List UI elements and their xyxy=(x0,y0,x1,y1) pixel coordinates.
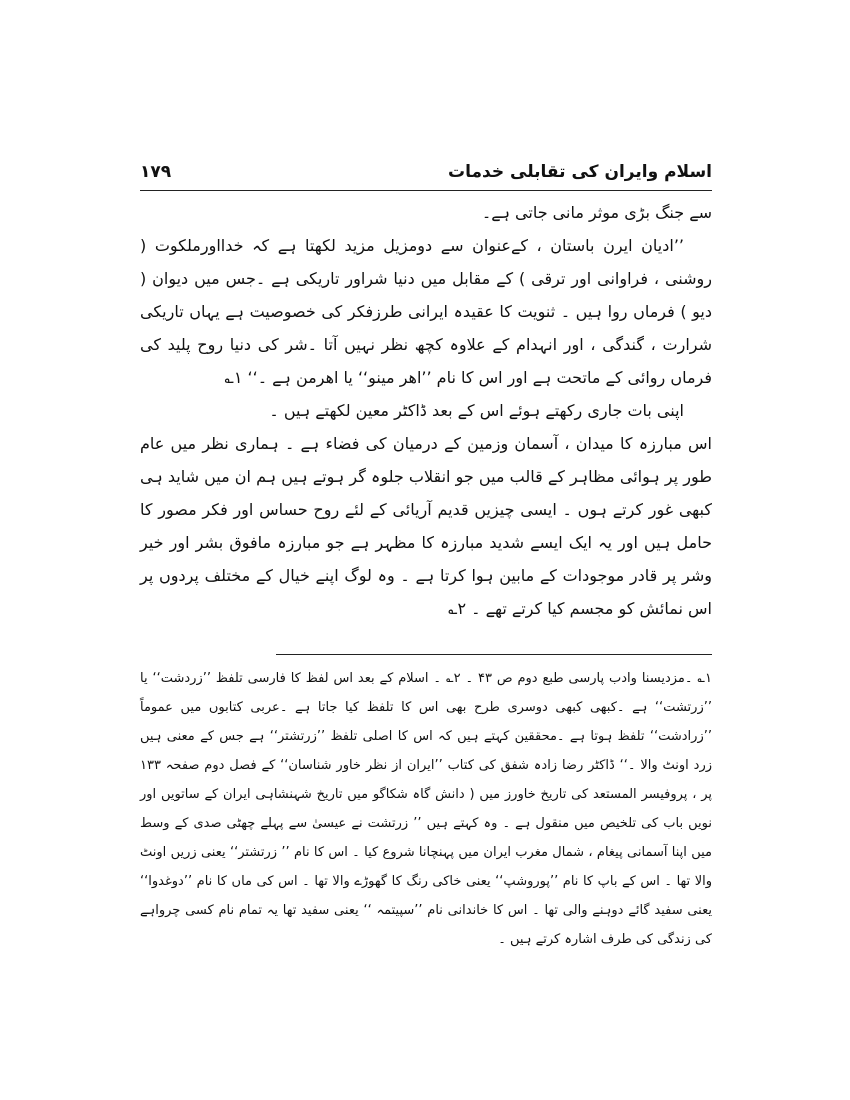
page-number: ۱۷۹ xyxy=(140,162,172,182)
paragraph: ’’ادیان ایرن باستان ، کےعنوان سے دومزیل مزید لکھتا ہے کہ خدااورملکوت ( روشنی ، فراوانی اور ترقی ) کے مقابل میں دنیا شراور تاریکی ہے ۔جس میں دیوان ( دیو ) فرماں روا ہیں ۔ ثنویت کا عقیدہ ایرانی طرزفکر کی خصوصیت ہے یہاں تاریکی شرارت ، گندگی ، اور انہدام کے علاوہ کچھ نظر نہیں آتا ۔شر کی دنیا روح پلید کی فرماں روائی کے ماتحت ہے اور اس کا نام ’’اھر مینو‘‘ یا اھرمن ہے ۔‘‘ ۱؎ xyxy=(140,236,712,387)
running-title: اسلام وایران کی تقابلی خدمات xyxy=(448,162,712,182)
footnote-separator xyxy=(276,654,712,655)
body-text xyxy=(140,196,712,625)
header-rule xyxy=(140,190,712,191)
paragraph: اس مبارزہ کا میدان ، آسمان وزمین کے درمیان کی فضاء ہے ۔ ہماری نظر میں عام طور پر ہوائی مظاہر کے قالب میں جو انقلاب جلوہ گر ہوتے ہیں ہم ان میں شاید ہی کبھی غور کرتے ہوں ۔ ایسی چیزیں قدیم آریائی کے لئے روح حساس اور فکر مصور کا حامل ہیں اور یہ ایک ایسے شدید مبارزہ کا مظہر ہے جو مبارزہ مافوق بشر اور خیر وشر پر قادر موجودات کے مابین ہوا کرتا ہے ۔ وہ لوگ اپنے خیال کے مختلف پردوں پر اس نمائش کو مجسم کیا کرتے تھے ۔ ۲؎ xyxy=(140,434,712,618)
paragraph: اپنی بات جاری رکھتے ہوئے اس کے بعد ڈاکٹر معین لکھتے ہیں ۔ xyxy=(269,401,684,420)
paragraph: سے جنگ بڑی موثر مانی جاتی ہے۔ xyxy=(481,203,712,222)
page-header xyxy=(140,158,712,188)
footnotes: ۱؎ ۔مزدیسنا وادب پارسی طبع دوم ص ۴۳ ۔ ۲؎ ۔ اسلام کے بعد اس لفظ کا فارسی تلفظ ’’زردشت‘‘ یا ’’زرتشت‘‘ ہے ۔کبھی کبھی دوسری طرح بھی اس کا تلفظ کیا جاتا ہے ۔عربی کتابوں میں عموماً ’’زرادشت‘‘ تلفظ ہوتا ہے ۔محققین کہتے ہیں کہ اس کا اصلی تلفظ ’’زرتشتر‘‘ ہے جس کے معنی ہیں زرد اونٹ والا ۔‘‘ ڈاکٹر رضا زادہ شفق کی کتاب ’’ایران از نظر خاور شناسان‘‘ کے فصل دوم صفحہ ۱۳۳ پر ، پروفیسر المستعد کی تاریخ خاورز میں ( دانش گاہ شکاگو میں تاریخ شہنشاہی ایران کے ساتویں اور نویں باب کی تلخیص میں منقول ہے ۔ وہ کہتے ہیں ’’ زرتشت نے عیسیٰ سے پہلے چھٹی صدی کے وسط میں اپنا آسمانی پیغام ، شمال مغرب ایران میں پہنچانا شروع کیا ۔ اس کا نام ’’ زرتشتر‘‘ یعنی زریں اونٹ والا تھا ۔ اس کے باپ کا نام ’’پوروشپ‘‘ یعنی خاکی رنگ کا گھوڑے والا تھا ۔ اس کی ماں کا نام ’’دوغدوا‘‘ یعنی سفید گائے دوہنے والی تھا ۔ اس کا خاندانی نام ’’سپیتمہ ‘‘ یعنی سفید تھا یہ تمام نام کسی چرواہے کی زندگی کی طرف اشارہ کرتے ہیں ۔ xyxy=(140,671,712,947)
